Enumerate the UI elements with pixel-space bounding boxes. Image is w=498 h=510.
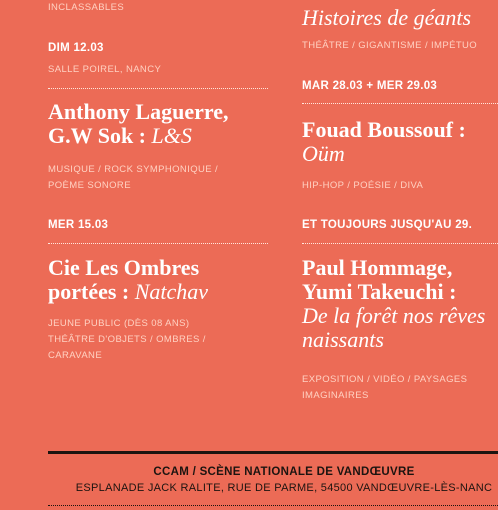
event-title-italic: L&S <box>151 123 192 148</box>
event-tags-line: JEUNE PUBLIC (DÈS 08 ANS) <box>48 318 190 329</box>
event-tags <box>302 372 467 404</box>
event-tags <box>48 162 218 194</box>
event-title-italic: naissants <box>302 327 384 352</box>
event-title <box>48 100 229 148</box>
event-title-italic: Natchav <box>134 279 209 304</box>
footer-divider <box>48 451 498 454</box>
event-title-line: Anthony Laguerre, <box>48 99 229 124</box>
event-title-line: Yumi Takeuchi : <box>302 279 457 304</box>
event-tags: THÉÂTRE / GIGANTISME / IMPÉTUO <box>302 40 478 51</box>
event-tags-line: MUSIQUE / ROCK SYMPHONIQUE / <box>48 164 219 175</box>
dotted-divider <box>48 88 268 89</box>
event-tags-line: POÈME SONORE <box>48 180 131 191</box>
event-tags: HIP-HOP / POÉSIE / DIVA <box>302 180 424 191</box>
venue-address: ESPLANADE JACK RALITE, RUE DE PARME, 54500 VANDŒUVRE-LÈS-NANC <box>75 482 493 494</box>
event-title-line <box>48 124 229 148</box>
event-title-line: Paul Hommage, <box>302 255 453 280</box>
event-title-bold: G.W Sok : <box>48 123 152 148</box>
dotted-divider <box>302 103 498 104</box>
event-title-line: Fouad Boussouf : <box>302 117 466 142</box>
event-date: DIM 12.03 <box>48 42 104 54</box>
event-date: MAR 28.03 + MER 29.03 <box>302 80 438 92</box>
dotted-divider <box>48 243 268 244</box>
event-tags-line: EXPOSITION / VIDÉO / PAYSAGES <box>302 374 468 385</box>
event-title-italic: Oüm <box>302 141 345 166</box>
dotted-divider <box>302 243 498 244</box>
event-title <box>302 118 466 166</box>
event-title-bold: portées : <box>48 279 135 304</box>
dotted-divider <box>48 505 498 506</box>
event-title-line: Cie Les Ombres <box>48 255 200 280</box>
venue-name: CCAM / SCÈNE NATIONALE DE VANDŒUVRE <box>153 466 415 478</box>
event-title <box>48 256 208 304</box>
event-tags-line: IMAGINAIRES <box>302 390 369 401</box>
event-title-line <box>48 280 208 304</box>
event-tags: INCLASSABLES <box>48 2 125 13</box>
event-date: MER 15.03 <box>48 219 109 231</box>
event-date: ET TOUJOURS JUSQU'AU 29. <box>302 219 473 231</box>
event-title <box>302 256 485 352</box>
event-title-italic: De la forêt nos rêves <box>302 303 486 328</box>
event-tags-line: CARAVANE <box>48 350 103 361</box>
event-venue: SALLE POIREL, NANCY <box>48 64 162 75</box>
event-tags <box>48 316 206 364</box>
event-title: Histoires de géants <box>302 5 472 30</box>
event-tags-line: THÉÂTRE D'OBJETS / OMBRES / <box>48 334 206 345</box>
